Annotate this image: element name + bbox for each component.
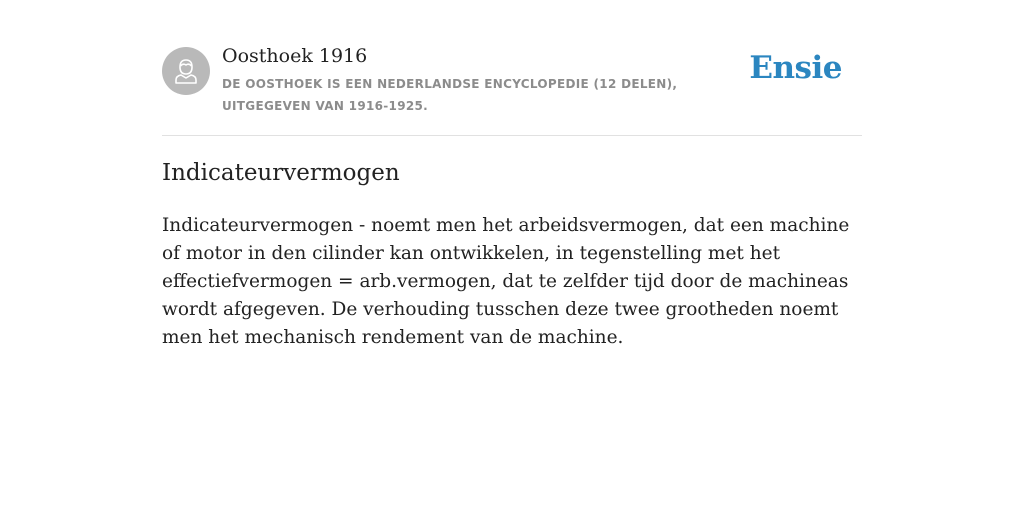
source-title[interactable]: Oosthoek 1916 [222, 45, 368, 67]
source-description: DE OOSTHOEK IS EEN NEDERLANDSE ENCYCLOPEDIE (12 DELEN), UITGEGEVEN VAN 1916-1925. [222, 77, 678, 113]
avatar[interactable] [162, 47, 210, 95]
divider [162, 135, 862, 136]
entry-title: Indicateurvermogen [162, 160, 400, 186]
entry-body: Indicateurvermogen - noemt men het arbeidsvermogen, dat een machine of motor in den cilinder kan ontwikkelen, in tegenstelling met het effectiefvermogen = arb.vermogen, dat te zelfder tijd door de machineas wordt afgegeven. De verhouding tusschen deze twee grootheden noemt men het mechanisch rendement van de machine. [162, 215, 850, 348]
user-icon [171, 56, 201, 86]
ensie-logo[interactable]: Ensie [749, 50, 842, 86]
source-header [162, 40, 862, 120]
